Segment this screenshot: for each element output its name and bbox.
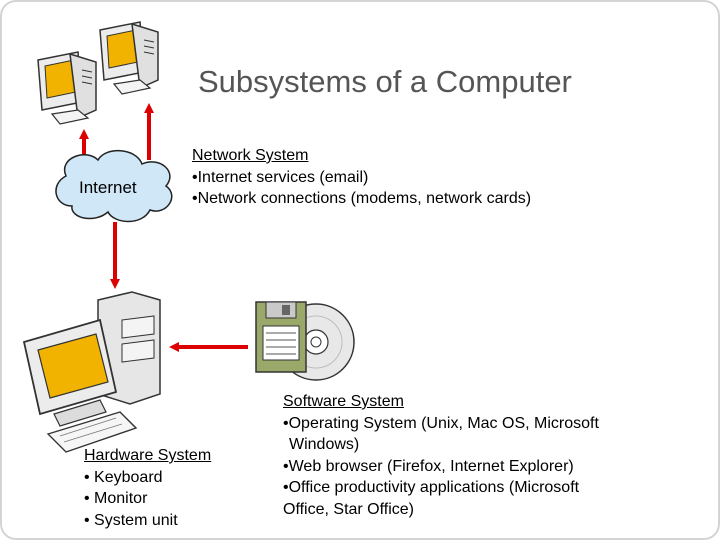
network-system-heading: Network System bbox=[192, 147, 309, 164]
hardware-system-heading: Hardware System bbox=[84, 447, 212, 464]
hardware-item: • Keyboard bbox=[84, 468, 163, 486]
software-item: Windows) bbox=[289, 436, 360, 453]
client-computer-icon bbox=[100, 22, 158, 94]
software-system-heading: Software System bbox=[283, 393, 404, 410]
network-item: •Network connections (modems, network cards) bbox=[192, 190, 532, 207]
internet-label: Internet bbox=[79, 178, 137, 197]
page-title: Subsystems of a Computer bbox=[198, 64, 572, 99]
software-item: Office, Star Office) bbox=[283, 500, 415, 518]
network-item: •Internet services (email) bbox=[192, 168, 369, 186]
floppy-disk-icon bbox=[256, 302, 306, 372]
client-computer-icon bbox=[38, 52, 96, 124]
software-item: •Web browser (Firefox, Internet Explorer) bbox=[283, 457, 574, 475]
desktop-computer-icon bbox=[24, 292, 160, 452]
software-item: •Office productivity applications (Microsoft bbox=[283, 479, 580, 496]
software-system-block bbox=[283, 391, 599, 520]
software-item: •Operating System (Unix, Mac OS, Microsoft bbox=[283, 414, 599, 432]
hardware-system-block bbox=[84, 445, 211, 531]
hardware-item: • System unit bbox=[84, 511, 178, 529]
network-system-block bbox=[192, 145, 531, 210]
hardware-item: • Monitor bbox=[84, 490, 148, 507]
